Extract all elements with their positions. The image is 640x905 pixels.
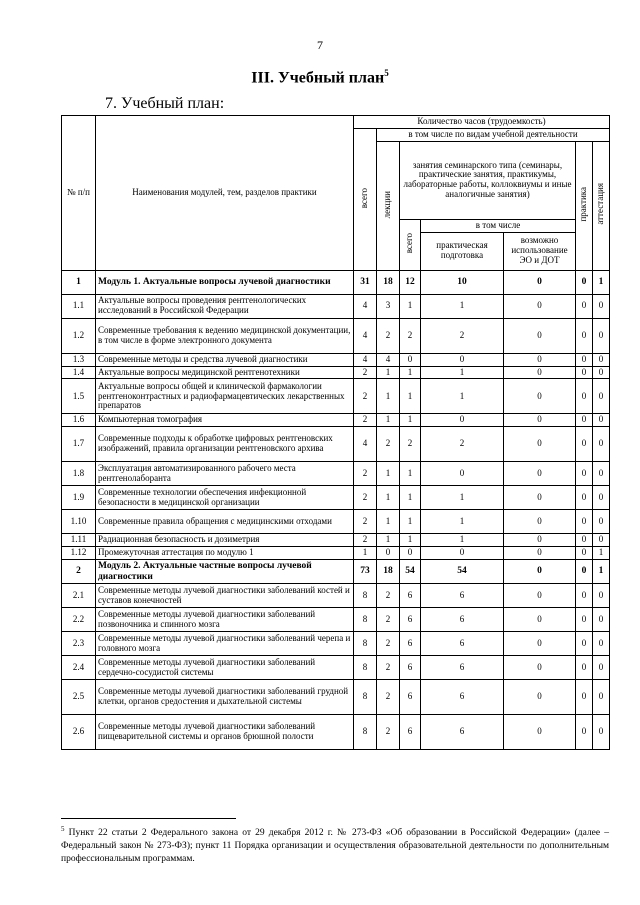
row-lectures: 18 (377, 270, 400, 294)
header-total (354, 128, 377, 270)
row-lectures: 2 (377, 584, 400, 608)
row-practical-training: 2 (421, 318, 504, 353)
row-num: 1.4 (62, 366, 96, 379)
row-seminar-total: 1 (400, 414, 421, 427)
table-row (62, 379, 610, 414)
row-practice: 0 (576, 427, 593, 462)
section-title (0, 68, 640, 87)
row-attestation: 0 (593, 715, 610, 750)
row-seminar-total: 6 (400, 608, 421, 632)
row-total: 1 (354, 547, 377, 560)
header-lectures (377, 141, 400, 270)
row-lectures: 2 (377, 427, 400, 462)
header-num: № п/п (62, 116, 96, 271)
header-total-label: всего (359, 187, 370, 208)
row-practice: 0 (576, 632, 593, 656)
row-attestation: 0 (593, 584, 610, 608)
row-practice: 0 (576, 294, 593, 318)
row-total: 8 (354, 715, 377, 750)
row-total: 4 (354, 427, 377, 462)
row-practical-training: 1 (421, 294, 504, 318)
row-practice: 0 (576, 656, 593, 680)
row-lectures: 0 (377, 547, 400, 560)
header-attestation-label: аттестация (595, 183, 606, 226)
row-name: Модуль 2. Актуальные частные вопросы лучевой диагностики (96, 560, 354, 584)
row-total: 8 (354, 680, 377, 715)
header-practice (576, 141, 593, 270)
table-row (62, 486, 610, 510)
footnote-divider (61, 818, 236, 819)
row-eo-dot: 0 (504, 353, 576, 366)
row-num: 2.2 (62, 608, 96, 632)
footnote-mark: 5 (61, 825, 65, 833)
row-practice: 0 (576, 510, 593, 534)
row-lectures: 2 (377, 632, 400, 656)
header-hours: Количество часов (трудоемкость) (354, 116, 610, 129)
row-lectures: 1 (377, 379, 400, 414)
row-practical-training: 0 (421, 414, 504, 427)
row-num: 1.8 (62, 462, 96, 486)
row-num: 2.1 (62, 584, 96, 608)
table-row (62, 318, 610, 353)
row-practical-training: 0 (421, 462, 504, 486)
row-name: Эксплуатация автоматизированного рабочего места рентгенолаборанта (96, 462, 354, 486)
row-seminar-total: 1 (400, 534, 421, 547)
row-attestation: 0 (593, 318, 610, 353)
row-name: Радиационная безопасность и дозиметрия (96, 534, 354, 547)
row-attestation: 0 (593, 414, 610, 427)
row-lectures: 1 (377, 534, 400, 547)
row-eo-dot: 0 (504, 486, 576, 510)
row-eo-dot: 0 (504, 608, 576, 632)
row-practical-training: 6 (421, 608, 504, 632)
row-num: 1.6 (62, 414, 96, 427)
row-seminar-total: 1 (400, 366, 421, 379)
row-eo-dot: 0 (504, 427, 576, 462)
table-row (62, 715, 610, 750)
row-eo-dot: 0 (504, 379, 576, 414)
row-num: 1.10 (62, 510, 96, 534)
row-total: 4 (354, 294, 377, 318)
row-lectures: 2 (377, 656, 400, 680)
row-practical-training: 6 (421, 632, 504, 656)
row-name: Актуальные вопросы медицинской рентгенотехники (96, 366, 354, 379)
row-lectures: 1 (377, 414, 400, 427)
page-number: 7 (317, 38, 323, 52)
row-seminar-total: 54 (400, 560, 421, 584)
row-practice: 0 (576, 584, 593, 608)
row-seminar-total: 2 (400, 318, 421, 353)
table-row (62, 584, 610, 608)
row-num: 2.6 (62, 715, 96, 750)
row-num: 1.9 (62, 486, 96, 510)
row-total: 2 (354, 462, 377, 486)
table-row (62, 427, 610, 462)
row-name: Актуальные вопросы проведения рентгенологических исследований в Российской Федерации (96, 294, 354, 318)
row-attestation: 0 (593, 680, 610, 715)
footnote-text: Пункт 22 статьи 2 Федерального закона от 29 декабря 2012 г. № 273-ФЗ «Об образовании в Российской Федерации» (далее – Федеральный закон № 273-ФЗ); пункт 11 Порядка организации и осуществления образовательной деятельности по дополнительным профессиональным программам. (61, 828, 609, 864)
row-seminar-total: 1 (400, 379, 421, 414)
row-attestation: 0 (593, 510, 610, 534)
header-seminar-total (400, 219, 421, 270)
table-caption: 7. Учебный план: (105, 95, 225, 112)
table-row (62, 534, 610, 547)
row-name: Современные методы лучевой диагностики заболеваний грудной клетки, органов средостения и дыхательной системы (96, 680, 354, 715)
row-num: 1.11 (62, 534, 96, 547)
row-seminar-total: 0 (400, 547, 421, 560)
row-name: Актуальные вопросы общей и клинической фармакологии рентгеноконтрастных и радиофармацевтических лекарственных препаратов (96, 379, 354, 414)
row-lectures: 1 (377, 510, 400, 534)
row-practical-training: 1 (421, 486, 504, 510)
row-lectures: 3 (377, 294, 400, 318)
row-lectures: 1 (377, 486, 400, 510)
section-title-text: III. Учебный план (251, 69, 385, 87)
table-row (62, 608, 610, 632)
row-practical-training: 6 (421, 680, 504, 715)
row-attestation: 1 (593, 547, 610, 560)
table-row (62, 632, 610, 656)
row-practice: 0 (576, 414, 593, 427)
row-eo-dot: 0 (504, 560, 576, 584)
row-practical-training: 6 (421, 656, 504, 680)
row-eo-dot: 0 (504, 462, 576, 486)
row-attestation: 0 (593, 486, 610, 510)
row-lectures: 1 (377, 462, 400, 486)
row-eo-dot: 0 (504, 715, 576, 750)
row-lectures: 18 (377, 560, 400, 584)
row-practice: 0 (576, 462, 593, 486)
header-including: в том числе (421, 219, 576, 232)
row-num: 1.5 (62, 379, 96, 414)
row-eo-dot: 0 (504, 656, 576, 680)
header-practical-training: практическая подготовка (421, 232, 504, 270)
row-attestation: 0 (593, 366, 610, 379)
row-seminar-total: 6 (400, 656, 421, 680)
row-seminar-total: 2 (400, 427, 421, 462)
row-seminar-total: 1 (400, 294, 421, 318)
row-total: 2 (354, 486, 377, 510)
table-row (62, 462, 610, 486)
row-attestation: 0 (593, 534, 610, 547)
module-row (62, 270, 610, 294)
row-eo-dot: 0 (504, 510, 576, 534)
table-row (62, 414, 610, 427)
row-practice: 0 (576, 270, 593, 294)
row-eo-dot: 0 (504, 318, 576, 353)
row-num: 2 (62, 560, 96, 584)
row-practice: 0 (576, 353, 593, 366)
row-total: 2 (354, 379, 377, 414)
row-name: Современные технологии обеспечения инфекционной безопасности в медицинской организации (96, 486, 354, 510)
row-lectures: 1 (377, 366, 400, 379)
table-row (62, 680, 610, 715)
row-total: 8 (354, 632, 377, 656)
row-eo-dot: 0 (504, 270, 576, 294)
row-total: 2 (354, 414, 377, 427)
row-practice: 0 (576, 379, 593, 414)
row-eo-dot: 0 (504, 547, 576, 560)
row-practical-training: 1 (421, 534, 504, 547)
row-seminar-total: 6 (400, 584, 421, 608)
row-name: Современные методы лучевой диагностики заболеваний пищеварительной системы и органов брюшной полости (96, 715, 354, 750)
row-attestation: 0 (593, 353, 610, 366)
row-eo-dot: 0 (504, 366, 576, 379)
row-practical-training: 54 (421, 560, 504, 584)
row-eo-dot: 0 (504, 534, 576, 547)
row-practice: 0 (576, 366, 593, 379)
row-practical-training: 6 (421, 584, 504, 608)
row-attestation: 0 (593, 632, 610, 656)
header-practice-label: практика (578, 187, 589, 222)
header-name: Наименования модулей, тем, разделов практики (96, 116, 354, 271)
row-name: Современные методы лучевой диагностики заболеваний позвоночника и спинного мозга (96, 608, 354, 632)
row-practice: 0 (576, 547, 593, 560)
row-attestation: 0 (593, 608, 610, 632)
row-name: Промежуточная аттестация по модулю 1 (96, 547, 354, 560)
row-name: Модуль 1. Актуальные вопросы лучевой диагностики (96, 270, 354, 294)
row-total: 4 (354, 353, 377, 366)
row-eo-dot: 0 (504, 632, 576, 656)
row-lectures: 2 (377, 608, 400, 632)
row-num: 1.1 (62, 294, 96, 318)
row-lectures: 4 (377, 353, 400, 366)
row-total: 8 (354, 608, 377, 632)
header-seminar-total-label: всего (404, 233, 415, 254)
row-practical-training: 2 (421, 427, 504, 462)
table-row (62, 547, 610, 560)
header-attestation (593, 141, 610, 270)
row-name: Современные подходы к обработке цифровых рентгеновских изображений, правила организации рентгеновского архива (96, 427, 354, 462)
row-practical-training: 1 (421, 510, 504, 534)
row-seminar-total: 6 (400, 680, 421, 715)
table-row (62, 656, 610, 680)
row-seminar-total: 1 (400, 462, 421, 486)
table-header (62, 116, 610, 271)
header-eo-dot: возможно использование ЭО и ДОТ (504, 232, 576, 270)
row-num: 2.3 (62, 632, 96, 656)
row-practice: 0 (576, 680, 593, 715)
row-name: Современные методы лучевой диагностики заболеваний черепа и головного мозга (96, 632, 354, 656)
row-name: Современные методы и средства лучевой диагностики (96, 353, 354, 366)
row-seminar-total: 1 (400, 486, 421, 510)
row-name: Современные методы лучевой диагностики заболеваний сердечно-сосудистой системы (96, 656, 354, 680)
curriculum-table (61, 115, 610, 750)
table-body (62, 270, 610, 749)
row-practice: 0 (576, 486, 593, 510)
row-practice: 0 (576, 534, 593, 547)
row-practice: 0 (576, 560, 593, 584)
row-num: 1.12 (62, 547, 96, 560)
table-row (62, 294, 610, 318)
row-practice: 0 (576, 715, 593, 750)
row-attestation: 1 (593, 560, 610, 584)
row-seminar-total: 1 (400, 510, 421, 534)
row-lectures: 2 (377, 715, 400, 750)
row-total: 8 (354, 656, 377, 680)
row-attestation: 0 (593, 656, 610, 680)
row-attestation: 0 (593, 462, 610, 486)
row-num: 1.3 (62, 353, 96, 366)
row-seminar-total: 6 (400, 632, 421, 656)
row-attestation: 0 (593, 294, 610, 318)
row-num: 2.4 (62, 656, 96, 680)
row-seminar-total: 0 (400, 353, 421, 366)
footnote (61, 825, 609, 866)
row-num: 1 (62, 270, 96, 294)
header-seminar: занятия семинарского типа (семинары, практические занятия, практикумы, лабораторные работы, коллоквиумы и иные аналогичные занятия) (400, 141, 576, 219)
row-practical-training: 1 (421, 366, 504, 379)
row-eo-dot: 0 (504, 294, 576, 318)
row-total: 8 (354, 584, 377, 608)
row-eo-dot: 0 (504, 680, 576, 715)
row-total: 31 (354, 270, 377, 294)
row-num: 1.7 (62, 427, 96, 462)
row-practical-training: 6 (421, 715, 504, 750)
module-row (62, 560, 610, 584)
row-practice: 0 (576, 608, 593, 632)
row-attestation: 1 (593, 270, 610, 294)
row-attestation: 0 (593, 379, 610, 414)
row-num: 1.2 (62, 318, 96, 353)
row-total: 2 (354, 534, 377, 547)
row-eo-dot: 0 (504, 584, 576, 608)
row-name: Современные методы лучевой диагностики заболеваний костей и суставов конечностей (96, 584, 354, 608)
row-name: Современные требования к ведению медицинской документации, в том числе в форме электронного документа (96, 318, 354, 353)
row-seminar-total: 12 (400, 270, 421, 294)
row-name: Компьютерная томография (96, 414, 354, 427)
row-practical-training: 10 (421, 270, 504, 294)
row-practical-training: 0 (421, 353, 504, 366)
row-total: 4 (354, 318, 377, 353)
row-name: Современные правила обращения с медицинскими отходами (96, 510, 354, 534)
row-total: 73 (354, 560, 377, 584)
table-row (62, 353, 610, 366)
row-total: 2 (354, 366, 377, 379)
row-total: 2 (354, 510, 377, 534)
row-practice: 0 (576, 318, 593, 353)
row-practical-training: 1 (421, 379, 504, 414)
row-lectures: 2 (377, 680, 400, 715)
row-seminar-total: 6 (400, 715, 421, 750)
table-row (62, 366, 610, 379)
footnote-reference: 5 (384, 68, 389, 78)
row-attestation: 0 (593, 427, 610, 462)
row-lectures: 2 (377, 318, 400, 353)
header-by-type: в том числе по видам учебной деятельности (377, 128, 610, 141)
header-lectures-label: лекции (382, 190, 393, 218)
row-eo-dot: 0 (504, 414, 576, 427)
row-num: 2.5 (62, 680, 96, 715)
row-practical-training: 0 (421, 547, 504, 560)
table-row (62, 510, 610, 534)
